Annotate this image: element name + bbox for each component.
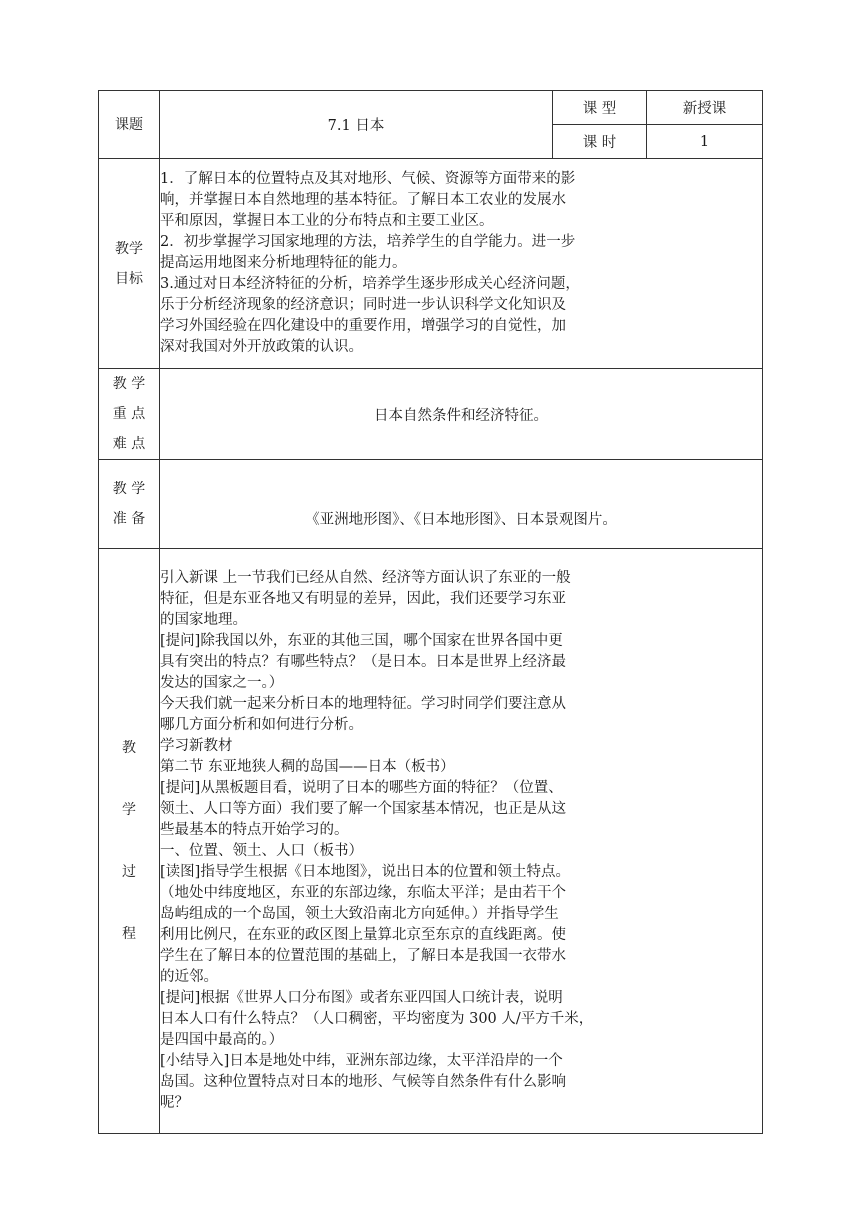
process-line: 发达的国家之一。） <box>160 675 284 691</box>
objectives-label-line1: 教学 <box>115 240 143 257</box>
objectives-label-line2: 目标 <box>115 270 143 287</box>
process-line: [读图]指导学生根据《日本地图》，说出日本的位置和领土特点。 <box>160 864 571 880</box>
preparation-value: 《亚洲地形图》、《日本地形图》、日本景观图片。 <box>160 460 763 549</box>
preparation-label <box>99 460 160 549</box>
process-line: 领土、人口等方面）我们要了解一个国家基本情况，也正是从这 <box>160 801 566 817</box>
process-line: [提问]根据《世界人口分布图》或者东亚四国人口统计表，说明 <box>160 990 563 1006</box>
objective-line: 平和原因，掌握日本工业的分布特点和主要工业区。 <box>160 213 494 229</box>
objectives-label <box>99 159 160 369</box>
process-content <box>160 549 763 1134</box>
process-label <box>99 549 160 1134</box>
lesson-hours-label: 课 时 <box>553 125 647 159</box>
process-line: 特征，但是东亚各地又有明显的差异，因此，我们还要学习东亚 <box>160 591 566 607</box>
process-line: 哪几方面分析和如何进行分析。 <box>160 717 363 733</box>
process-line: [小结导入]日本是地处中纬，亚洲东部边缘，太平洋沿岸的一个 <box>160 1053 563 1069</box>
key-points-label-line1: 教 学 <box>112 376 146 392</box>
process-label-char: 学 <box>122 802 136 818</box>
topic-value: 7.1 日本 <box>160 91 553 159</box>
process-line: 日本人口有什么特点？（人口稠密，平均密度为 300 人/平方千米， <box>160 1011 594 1027</box>
lesson-type-value: 新授课 <box>647 91 763 125</box>
objective-line: 学习外国经验在四化建设中的重要作用，增强学习的自觉性，加 <box>160 318 566 334</box>
process-line: 岛屿组成的一个岛国，领土大致沿南北方向延伸。）并指导学生 <box>160 906 559 922</box>
preparation-label-line2: 准 备 <box>112 511 146 527</box>
process-label-char: 程 <box>122 926 136 942</box>
objectives-content <box>160 159 763 369</box>
lesson-hours-value: 1 <box>647 125 763 159</box>
process-line: 岛国。这种位置特点对日本的地形、气候等自然条件有什么影响 <box>160 1074 566 1090</box>
process-label-char: 教 <box>122 740 136 756</box>
process-line: [提问]除我国以外，东亚的其他三国，哪个国家在世界各国中更 <box>160 633 563 649</box>
process-line: 第二节 东亚地狭人稠的岛国——日本（板书） <box>160 759 455 775</box>
objective-line: 深对我国对外开放政策的认识。 <box>160 339 363 355</box>
process-line: 引入新课 上一节我们已经从自然、经济等方面认识了东亚的一般 <box>160 570 571 586</box>
process-label-char: 过 <box>122 864 136 880</box>
process-line: 今天我们就一起来分析日本的地理特征。学习时同学们要注意从 <box>160 696 566 712</box>
key-points-value: 日本自然条件和经济特征。 <box>160 369 763 460</box>
process-line: 是四国中最高的。） <box>160 1032 284 1048</box>
objective-line: 提高运用地图来分析地理特征的能力。 <box>160 255 407 271</box>
process-line: 学生在了解日本的位置范围的基础上，了解日本是我国一衣带水 <box>160 948 566 964</box>
objective-line: 响，并掌握日本自然地理的基本特征。了解日本工农业的发展水 <box>160 192 566 208</box>
key-points-label <box>99 369 160 460</box>
process-line: 一、位置、领土、人口（板书） <box>160 843 363 859</box>
topic-label: 课题 <box>99 91 160 159</box>
lesson-plan-table <box>98 90 763 1134</box>
process-line: [提问]从黑板题目看，说明了日本的哪些方面的特征？（位置、 <box>160 780 563 796</box>
process-line: （地处中纬度地区，东亚的东部边缘，东临太平洋；是由若干个 <box>160 885 566 901</box>
process-line: 具有突出的特点？有哪些特点？（是日本。日本是世界上经济最 <box>160 654 566 670</box>
process-line: 呢？ <box>160 1095 189 1111</box>
process-line: 学习新教材 <box>160 738 233 754</box>
process-line: 的国家地理。 <box>160 612 247 628</box>
key-points-label-line3: 难 点 <box>112 436 146 452</box>
process-line: 些最基本的特点开始学习的。 <box>160 822 349 838</box>
preparation-label-line1: 教 学 <box>112 481 146 497</box>
objective-line: 2．初步掌握学习国家地理的方法，培养学生的自学能力。进一步 <box>160 234 576 250</box>
objective-line: 3.通过对日本经济特征的分析，培养学生逐步形成关心经济问题， <box>160 276 580 292</box>
objective-line: 1．了解日本的位置特点及其对地形、气候、资源等方面带来的影 <box>160 171 576 187</box>
lesson-type-label: 课 型 <box>553 91 647 125</box>
key-points-label-line2: 重 点 <box>112 406 146 422</box>
process-line: 利用比例尺，在东亚的政区图上量算北京至东京的直线距离。使 <box>160 927 566 943</box>
objective-line: 乐于分析经济现象的经济意识；同时进一步认识科学文化知识及 <box>160 297 566 313</box>
process-line: 的近邻。 <box>160 969 218 985</box>
